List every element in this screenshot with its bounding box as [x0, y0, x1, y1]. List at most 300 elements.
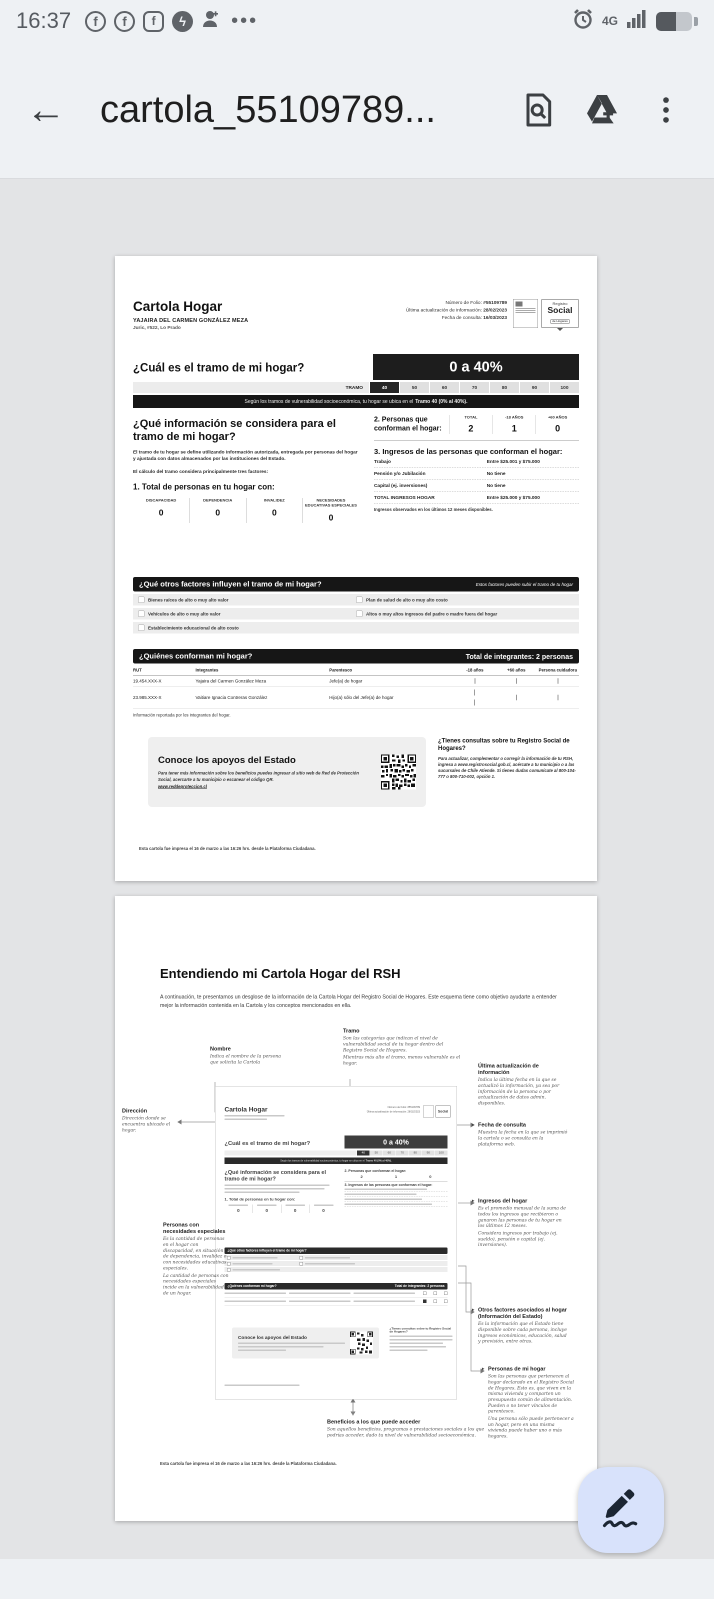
signal-bars-icon	[626, 9, 648, 34]
mini-info-heading: ¿Qué información se considera para el tramo de mi hogar?	[224, 1169, 326, 1183]
text-line-placeholder	[257, 1205, 277, 1207]
mini-factors-bar	[225, 1248, 448, 1255]
mini-factors-heading: ¿Qué otros factores influyen el tramo de mi hogar?	[227, 1249, 307, 1253]
needs-value: 0	[158, 507, 164, 518]
mini-updated-label: Última actualización de información:	[366, 1110, 408, 1114]
text-line-placeholder	[238, 1350, 286, 1352]
mini-holder-block	[225, 1106, 290, 1121]
annotation-beneficios	[327, 1419, 492, 1439]
annotation-text: Son las categorías que indican el nivel de vulnerabilidad social de tu hogar dentro del Registro Social de Hogares.	[343, 1036, 444, 1053]
member-name: Yajaira del Carmen González Meza	[195, 678, 267, 684]
tramo-value-box: 0 a 40%	[373, 354, 579, 380]
gesture-navigation-area[interactable]	[0, 1559, 714, 1599]
text-line-placeholder	[225, 1185, 330, 1187]
consultas-aside	[438, 737, 579, 807]
mini-needs-value: 0	[237, 1208, 240, 1214]
members-bar	[133, 649, 579, 664]
count-value: 0	[555, 423, 561, 434]
mini-needs-table	[225, 1205, 338, 1214]
mini-factor1-title: 1. Total de personas en tu hogar con:	[224, 1197, 296, 1202]
factor-item	[356, 597, 574, 604]
annotation-title	[482, 1366, 574, 1373]
col-rut: RUT	[133, 667, 142, 673]
mini-needs-col	[309, 1205, 337, 1214]
text-line-placeholder	[345, 1189, 427, 1191]
annotation-nombre	[210, 1046, 290, 1066]
annotation-title: Tramo	[343, 1028, 360, 1034]
needs-label: INVALIDEZ	[263, 497, 285, 503]
annotation-text: Son las personas que pertenecen al hogar declarado en el Registro Social de Hogares. Esto es, que viven en la misma vivienda y comparten un presupuesto común de alimentación. Pueden o no tener vínculos de parentesco.	[488, 1374, 574, 1415]
mini-members-total: Total de integrantes: 2 personas	[394, 1284, 445, 1288]
updated-line	[406, 307, 507, 315]
consulted-line	[406, 314, 507, 322]
battery-tip	[694, 17, 698, 26]
banner-text: Según los tramos de vulnerabilidad socioeconómica, tu hogar se ubica en el	[244, 398, 414, 405]
status-indicators	[572, 8, 698, 35]
page1-footer: Esta cartola fue impresa el 16 de marzo a las 16:26 hrs. desde la Plataforma Ciudadana.	[139, 846, 316, 851]
annotation-title-text: Otros factores asociados al hogar (Información del Estado)	[478, 1307, 567, 1320]
needs-col	[189, 498, 246, 523]
save-to-drive-button[interactable]	[580, 88, 624, 132]
network-type-label: 4G	[601, 14, 618, 28]
arrow-icon: ▸	[472, 1122, 475, 1127]
text-line-placeholder	[225, 1293, 287, 1295]
back-button[interactable]: ←	[26, 88, 66, 132]
income-label: Trabajo	[374, 459, 391, 465]
checkbox	[356, 597, 363, 604]
tramo-scale	[133, 382, 579, 393]
annotation-title-text: Ingresos del hogar	[478, 1198, 528, 1204]
annotation-title-text: Fecha de consulta	[478, 1122, 526, 1128]
members-heading: ¿Quiénes conforman mi hogar?	[139, 652, 253, 661]
col-integrantes: Integrantes	[195, 667, 219, 673]
updated-value: 28/02/2023	[483, 307, 507, 314]
cartola-title: Cartola Hogar	[133, 299, 223, 314]
text-line-placeholder	[225, 1188, 325, 1190]
annotation-tramo	[343, 1028, 463, 1067]
mini-cartola-diagram	[215, 1086, 457, 1400]
members-note: Información reportada por los integrantes del hogar.	[133, 712, 231, 718]
text-line-placeholder	[390, 1350, 428, 1352]
checkbox	[138, 611, 145, 618]
mini-needs-value: 0	[322, 1208, 325, 1214]
badge-line1: Registro	[552, 301, 568, 306]
annotation-text: Muestra la fecha en la que se imprimió la cartola o se consulta en la plataforma web.	[478, 1130, 568, 1147]
income-row	[374, 468, 579, 480]
annotation-title	[472, 1307, 568, 1320]
checkbox	[423, 1292, 427, 1296]
factor-row	[133, 622, 579, 634]
needs-col	[302, 498, 359, 523]
text-line-placeholder	[354, 1293, 416, 1295]
checkbox	[444, 1300, 448, 1304]
count-label: -18 AÑOS	[505, 415, 524, 420]
mini-checkbox-set	[423, 1300, 448, 1304]
messenger-icon: ϟ	[172, 11, 193, 32]
consulted-label: Fecha de consulta:	[441, 315, 484, 321]
status-bar	[0, 0, 714, 42]
text-line-placeholder	[285, 1205, 305, 1207]
annotation-ingresos	[472, 1198, 568, 1249]
other-factors-note: Estos factores pueden subir el tramo de tu hogar	[475, 581, 573, 587]
annotation-text: Mientras más alto el tramo, menos vulnerable es el hogar.	[343, 1055, 461, 1066]
text-line-placeholder	[225, 1192, 300, 1194]
count-label: TOTAL	[464, 415, 478, 420]
info-paragraph-2: El cálculo del tramo considera principalmente tres factores:	[133, 468, 269, 475]
tramo-cell: 100	[550, 382, 579, 393]
checkbox	[516, 678, 517, 684]
text-line-placeholder	[345, 1204, 433, 1206]
chat-bubble-f-icon: f	[143, 11, 164, 32]
income-row	[374, 480, 579, 492]
text-line-placeholder	[233, 1263, 273, 1265]
needs-col	[133, 498, 189, 523]
mini-factor-row	[225, 1255, 448, 1260]
factor-label: Establecimiento educacional de alto costo	[148, 625, 239, 631]
overflow-menu-button[interactable]	[644, 88, 688, 132]
mini-banner-bold: Tramo 40 (0% al 40%).	[365, 1159, 392, 1163]
more-notifications-icon: •••	[231, 9, 259, 32]
member-parentesco: Hijo(a) sólo del Jefe(a) de hogar	[329, 695, 394, 700]
count-col	[449, 415, 492, 434]
mini-consultas-heading: ¿Tienes consultas sobre tu Registro Social de Hogares?	[389, 1327, 451, 1334]
checkbox	[300, 1262, 304, 1266]
needs-value: 0	[215, 507, 221, 518]
annotation-text: Es la información que el Estado tiene disponible sobre cada persona, incluye ingresos económicos, educación, salud y previsión, entre otras.	[478, 1321, 567, 1345]
page2-intro: A continuación, te presentamos un desglose de la información de la Cartola Hogar del Registro Social de Hogares. Este esquema tiene como objetivo ayudarte a entender mejor la información contenida en la Cartola y los conceptos mencionados en ella.	[160, 994, 557, 1009]
annotation-ultima-actualizacion	[478, 1063, 568, 1107]
factor-label: Altos o muy altos ingresos del padre o madre fuera del hogar	[366, 611, 498, 617]
text-line-placeholder	[390, 1346, 447, 1348]
other-factors-bar	[133, 577, 579, 592]
checkbox	[444, 1292, 448, 1296]
member-parentesco: Jefe(a) de hogar	[329, 678, 363, 684]
col-cuidadora: Persona cuidadora	[538, 667, 577, 673]
other-factors-heading: ¿Qué otros factores influyen el tramo de mi hogar?	[139, 580, 322, 589]
annotation-text: Es la cantidad de personas en el hogar con discapacidad, en situación de dependencia, invalidez o con necesidades educativas especiales.	[163, 1236, 227, 1271]
consulted-value: 16/03/2023	[483, 315, 507, 321]
tramo-question: ¿Cuál es el tramo de mi hogar?	[133, 361, 305, 374]
member-name: Vaitiare Ignacia Contreras González	[195, 695, 268, 700]
factor-item	[138, 625, 356, 632]
apoyos-link: www.reddeproteccion.cl	[158, 783, 207, 789]
mini-tramo-cell: 90	[422, 1151, 435, 1156]
mini-right-column	[345, 1170, 448, 1214]
mini-members-heading: ¿Quiénes conforman mi hogar?	[227, 1284, 277, 1288]
text-line-placeholder	[229, 1205, 249, 1207]
mini-apoyos-box	[232, 1328, 379, 1359]
mini-count-value: 1	[394, 1174, 398, 1179]
checkbox	[423, 1300, 427, 1304]
member-cuidadora-cell	[537, 679, 578, 684]
mini-count-value: 2	[360, 1174, 363, 1179]
mini-scale-label	[225, 1151, 357, 1156]
mini-checkbox-set	[423, 1292, 448, 1296]
income-total-row	[374, 492, 579, 504]
page2-footer: Esta cartola fue impresa el 16 de marzo a las 16:26 hrs. desde la Plataforma Ciudadana.	[160, 1461, 337, 1466]
annotation-title	[472, 1198, 568, 1205]
logos	[513, 299, 579, 331]
mini-count-value: 0	[429, 1174, 432, 1179]
income-note: Ingresos observados en los últimos 12 meses disponibles.	[374, 507, 493, 512]
pdf-page-2	[115, 896, 597, 1521]
member-over60-cell	[496, 695, 537, 700]
income-label: Pensión y/o Jubilación	[374, 471, 426, 477]
info-right-column	[374, 415, 579, 523]
apoyos-text-block	[158, 755, 372, 789]
text-line-placeholder	[314, 1205, 334, 1207]
mini-cartola-title: Cartola Hogar	[224, 1105, 268, 1113]
income-value: No tiene	[486, 483, 506, 489]
holder-name: YAJAIRA DEL CARMEN GONZÁLEZ MEZA	[133, 317, 249, 324]
checkbox	[434, 1292, 438, 1296]
badge-line2: Social	[547, 305, 573, 315]
arrow-icon: ▸	[482, 1366, 485, 1371]
banner-bold: Tramo 40 (0% al 40%).	[415, 398, 468, 405]
annotation-direccion	[122, 1108, 174, 1134]
gobierno-de-chile-logo	[513, 299, 538, 328]
annotation-text: Son aquellos beneficios, programas o prestaciones sociales a los que podrías acceder, dado tu nivel de vulnerabilidad socioeconómica.	[327, 1427, 485, 1438]
checkbox	[300, 1256, 304, 1260]
household-count-block	[374, 415, 579, 441]
alarm-icon	[572, 8, 594, 35]
needs-label: DISCAPACIDAD	[145, 497, 177, 503]
checkbox	[516, 695, 517, 701]
needs-value: 0	[328, 512, 334, 523]
count-label: +60 AÑOS	[547, 415, 568, 420]
folio-value: #55109789	[483, 300, 507, 306]
checkbox	[557, 695, 558, 701]
text-line-placeholder	[225, 1119, 268, 1121]
annotation-title	[472, 1122, 568, 1129]
mini-tramo-cell: 80	[409, 1151, 422, 1156]
annotation-title: Última actualización de información	[478, 1063, 539, 1076]
mini-columns	[225, 1170, 448, 1214]
income-total-value: Entre $25.000 y $75.000	[486, 495, 540, 501]
apoyos-box	[148, 737, 426, 807]
mini-tramo-cell: 60	[383, 1151, 396, 1156]
text-line-placeholder	[238, 1343, 345, 1345]
factor-item	[138, 611, 356, 618]
col-parentesco: Parentesco	[329, 667, 353, 673]
member-cuidadora-cell	[537, 695, 578, 700]
apoyos-text: Para tener más información sobre los beneficios puedes ingresar al sitio web de Red de Protección Social, acercarte a tu municipio o escanear el código QR.	[158, 770, 359, 782]
mini-apoyos-text	[238, 1335, 345, 1351]
income-value: Entre $25.001 y $75.000	[486, 459, 540, 465]
checkbox	[454, 690, 495, 706]
clock-time: 16:37	[16, 8, 72, 33]
mini-factor-row	[225, 1267, 448, 1272]
mini-tramo-cell: 50	[370, 1151, 383, 1156]
app-bar	[0, 42, 714, 179]
mini-needs-value: 0	[293, 1208, 297, 1214]
info-heading: ¿Qué información se considera para el tramo de mi hogar?	[133, 417, 336, 443]
income-total-label: TOTAL INGRESOS HOGAR	[374, 495, 435, 501]
members-table	[133, 668, 579, 709]
member-row	[133, 687, 579, 709]
mini-left-column	[225, 1170, 338, 1214]
info-paragraph-1: El tramo de tu hogar se define utilizando información autorizada, entregada por personas del hogar y ajustada con datos almacenados por las instituciones del Estado.	[133, 449, 358, 462]
facebook-icon: f	[85, 11, 106, 32]
text-line-placeholder	[390, 1336, 453, 1338]
arrow-icon: ▸	[472, 1198, 475, 1203]
mini-gobierno-logo	[423, 1106, 434, 1118]
count-value: 1	[511, 423, 517, 434]
pdf-viewer-scroll-area[interactable]	[0, 180, 714, 1599]
text-line-placeholder	[225, 1385, 300, 1387]
factor-label: Plan de salud de alto o muy alto costo	[366, 597, 448, 603]
info-left-column	[133, 415, 359, 523]
income-value: No tiene	[486, 471, 506, 477]
income-label: Capital (ej. inversiones)	[374, 483, 428, 489]
annotation-fecha-consulta	[472, 1122, 568, 1148]
mini-updated-value: 28/02/2023	[407, 1110, 420, 1114]
stylus-signature-icon	[599, 1488, 643, 1532]
folio-line	[406, 299, 507, 307]
text-line-placeholder	[305, 1263, 355, 1265]
members-total: Total de integrantes: 2 personas	[465, 652, 573, 661]
annotation-text: Es el promedio mensual de la suma de todos los ingresos que recibieron o ganaron las personas de tu hogar en los últimos 12 meses.	[478, 1206, 566, 1229]
mini-tramo-cell: 40	[357, 1151, 370, 1156]
members-table-header	[133, 668, 579, 676]
annotation-title: Dirección	[122, 1108, 148, 1114]
find-in-page-button[interactable]	[516, 88, 560, 132]
mini-apoyos-heading: Conoce los apoyos del Estado	[238, 1335, 307, 1341]
info-columns	[133, 415, 579, 523]
annotation-text: La cantidad de personas con necesidades especiales incide en la vulnerabilidad de un hogar.	[163, 1273, 229, 1296]
checkbox	[434, 1300, 438, 1304]
special-needs-table	[133, 498, 359, 523]
consultas-heading: ¿Tienes consultas sobre tu Registro Social de Hogares?	[438, 737, 570, 752]
tramo-banner	[133, 395, 579, 408]
mini-needs-col	[252, 1205, 280, 1214]
factor3-title: 3. Ingresos de las personas que conforman el hogar:	[374, 447, 563, 456]
checkbox	[474, 678, 475, 684]
badge-line3: de Hogares	[552, 319, 568, 323]
checkbox	[138, 625, 145, 632]
count-col	[492, 415, 535, 434]
tramo-cell: 90	[520, 382, 549, 393]
mini-banner-text: Según los tramos de vulnerabilidad socioeconómica, tu hogar se ubica en el	[280, 1159, 365, 1163]
other-factors-section	[133, 577, 579, 634]
factor-label: Vehículos de alto o muy alto valor	[148, 611, 221, 617]
factor-row	[133, 594, 579, 606]
income-row	[374, 456, 579, 468]
page2-title: Entendiendo mi Cartola Hogar del RSH	[160, 966, 401, 981]
member-over60-cell	[496, 679, 537, 684]
factor-label: Bienes raíces de alto o muy alto valor	[148, 597, 229, 603]
mini-header	[225, 1106, 451, 1121]
arrow-icon: ▸	[472, 1307, 475, 1312]
needs-col	[246, 498, 303, 523]
mini-updated-line	[367, 1110, 420, 1114]
annotation-text: Indica el nombre de la persona que solicita la Cartola	[210, 1054, 281, 1065]
mini-tramo-value: 0 a 40%	[345, 1136, 448, 1149]
member-under18-cell	[454, 679, 495, 684]
tramo-cell: 70	[460, 382, 489, 393]
annotation-title-text: Personas de mi hogar	[488, 1366, 546, 1372]
members-section	[133, 649, 579, 718]
text-line-placeholder	[289, 1301, 351, 1303]
support-section	[148, 737, 579, 807]
mini-registro-social-logo: Social	[436, 1106, 451, 1118]
text-line-placeholder	[233, 1257, 278, 1259]
factor2-title: 2. Personas que conforman el hogar:	[374, 415, 442, 432]
folio-label: Número de Folio:	[445, 300, 484, 306]
annotation-text: Dirección donde se encuentra ubicado el hogar.	[122, 1116, 171, 1133]
factor-item	[138, 597, 356, 604]
folio-block	[406, 299, 507, 331]
tramo-cell: 80	[490, 382, 519, 393]
text-line-placeholder	[225, 1115, 285, 1117]
tramo-cell: 50	[400, 382, 429, 393]
text-line-placeholder	[390, 1339, 453, 1341]
mini-footer	[225, 1383, 300, 1387]
registro-social-logo	[541, 299, 579, 328]
cartola-header	[133, 299, 579, 331]
document-title: cartola_55109789...	[100, 88, 436, 131]
annotation-text: Indica la última fecha en la que se actualizó la información, ya sea por información de la persona o por actualización de datos admin. disponibles.	[478, 1077, 560, 1107]
factor-row	[133, 608, 579, 620]
text-line-placeholder	[233, 1269, 281, 1271]
mini-tramo-scale	[225, 1151, 448, 1156]
mini-member-row	[225, 1298, 448, 1306]
mini-folio-block	[367, 1106, 420, 1121]
factor-item	[356, 611, 574, 618]
text-line-placeholder	[238, 1346, 324, 1348]
holder-block	[133, 299, 248, 331]
count-col	[536, 415, 579, 434]
needs-label: NECESIDADES EDUCATIVAS ESPECIALES	[305, 497, 357, 508]
battery-icon	[656, 12, 692, 31]
mini-count-row	[345, 1175, 448, 1182]
annotate-sign-fab[interactable]	[578, 1467, 664, 1553]
holder-address: Juric, #522, Lo Prado	[133, 325, 181, 331]
factor1-title: 1. Total de personas en tu hogar con:	[133, 482, 275, 492]
col-under18: -18 años	[466, 667, 484, 673]
member-rut: 23.985.XXX-X	[133, 695, 162, 700]
mini-other-factors	[225, 1248, 448, 1273]
updated-label: Última actualización de información:	[405, 307, 484, 314]
count-value: 2	[468, 423, 474, 434]
text-line-placeholder	[345, 1194, 417, 1196]
annotation-title: Personas con necesidades especiales	[163, 1222, 226, 1235]
text-line-placeholder	[305, 1257, 350, 1259]
annotation-title: Nombre	[210, 1046, 231, 1052]
text-line-placeholder	[345, 1199, 422, 1201]
mini-folio-label: Número de Folio:	[387, 1106, 408, 1109]
mini-consultas-aside	[390, 1328, 453, 1352]
checkbox	[138, 597, 145, 604]
tramo-cell: 60	[430, 382, 459, 393]
pdf-page-1	[115, 256, 597, 881]
text-line-placeholder	[390, 1343, 444, 1345]
text-line-placeholder	[354, 1301, 416, 1303]
mini-needs-value: 0	[265, 1208, 269, 1214]
mini-needs-col	[225, 1205, 253, 1214]
text-line-placeholder	[289, 1293, 351, 1295]
mini-logos	[423, 1106, 451, 1121]
member-rut: 19.454.XXX-X	[133, 678, 162, 684]
checkbox	[557, 678, 558, 684]
annotation-title: Beneficios a los que puede acceder	[327, 1419, 421, 1425]
member-row	[133, 676, 579, 688]
mini-member-row	[225, 1290, 448, 1298]
member-under18-cell	[454, 690, 495, 705]
col-over60: +60 años	[507, 667, 526, 673]
consultas-text: Para actualizar, complementar o corregir la información de tu RSH, ingresa a www.registrosocial.gob.cl, acércate a tu municipio o a las sucursales de Chile Atiende. Si tienes dudas comunícate al 800-104-777 o 800-710-002, opción 1.	[438, 756, 576, 779]
annotation-personas-hogar	[482, 1366, 574, 1440]
